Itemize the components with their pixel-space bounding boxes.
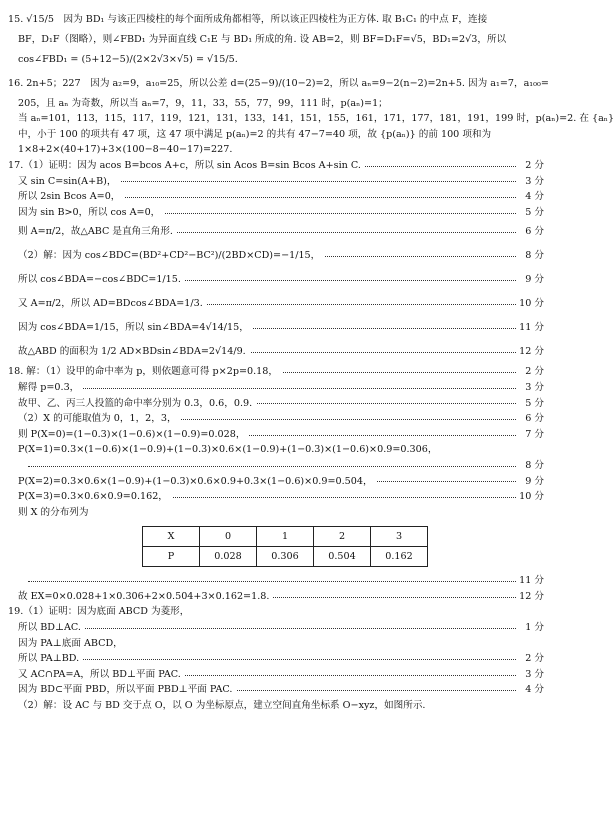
text-line [8, 364, 544, 380]
line-text: cos∠FBD₁ = (5+12−5)/(2×2√3×√5) = √15/5. [18, 53, 238, 65]
text-line [8, 189, 544, 205]
leader-dots [8, 659, 516, 660]
score-label: 12 分 [516, 340, 544, 364]
line-text: （2）X 的可能取值为 0，1，2，3， [8, 413, 181, 424]
score-label: 6 分 [522, 411, 544, 427]
text-line [8, 489, 544, 505]
leader-dots [8, 388, 516, 389]
text-line [8, 244, 544, 268]
line-text: P(X=2)=0.3×0.6×(1−0.9)+(1−0.3)×0.6×0.9+0.3×(1−0.6)×0.9=0.504， [8, 476, 377, 487]
solution-lines-part1 [8, 8, 614, 520]
score-label: 3 分 [522, 380, 544, 396]
line-text: 19.（1）证明：因为底面 ABCD 为菱形， [8, 606, 190, 618]
text-line [8, 667, 544, 683]
score-label: 8 分 [525, 459, 544, 471]
score-label: 4 分 [522, 189, 544, 205]
text-line [8, 127, 544, 143]
line-text: 解得 p=0.3， [8, 382, 83, 393]
text-line [8, 8, 544, 32]
score-label: 9 分 [522, 268, 544, 292]
text-line [8, 96, 544, 112]
text-line [8, 205, 544, 221]
table-cell: 0 [200, 527, 257, 547]
score-label: 2 分 [522, 364, 544, 380]
score-label: 10 分 [516, 489, 544, 505]
solution-lines-part2 [8, 573, 544, 713]
line-text: 205，且 aₙ 为奇数，所以当 aₙ=7，9，11，33，55，77，99，111 时，p(aₙ)=1； [18, 97, 388, 109]
score-label: 9 分 [522, 474, 544, 490]
text-line [8, 458, 544, 474]
text-line [8, 589, 544, 605]
line-text: 17.（1）证明：因为 acos B=bcos A+c，所以 sin Acos B=sin Bcos A+sin C. [8, 160, 365, 171]
table-cell: 1 [257, 527, 314, 547]
score-label: 6 分 [522, 220, 544, 244]
line-text: 所以 PA⊥BD. [8, 653, 83, 664]
line-text: 因为 PA⊥底面 ABCD， [18, 637, 123, 649]
text-line [8, 636, 544, 652]
line-text: 则 X 的分布列为 [18, 506, 89, 518]
line-text: 则 P(X=0)=(1−0.3)×(1−0.6)×(1−0.9)=0.028， [8, 429, 249, 440]
table-cell: 0.028 [200, 547, 257, 567]
text-line [8, 48, 544, 72]
text-line [8, 411, 544, 427]
table-cell: 2 [314, 527, 371, 547]
table-cell: X [143, 527, 200, 547]
table-cell: 0.504 [314, 547, 371, 567]
text-line [8, 651, 544, 667]
text-line [8, 620, 544, 636]
score-label: 3 分 [522, 174, 544, 190]
line-text: 所以 BD⊥AC. [8, 622, 85, 633]
score-label: 7 分 [522, 427, 544, 443]
text-line [8, 292, 544, 316]
line-text: 故△ABD 的面积为 1/2 AD×BDsin∠BDA=2√14/9. [8, 346, 250, 357]
text-line [8, 396, 544, 412]
text-line [8, 604, 544, 620]
line-text: 16. 2n+5；227 因为 a₂=9，a₁₀=25，所以公差 d=(25−9)/(10−2)=2，所以 aₙ=9−2(n−2)=2n+5. 因为 a₁=7，a₁₀₀= [8, 77, 549, 89]
line-text: 又 AC∩PA=A，所以 BD⊥平面 PAC. [8, 669, 185, 680]
leader-dots [28, 581, 516, 582]
text-line [8, 474, 544, 490]
table-cell: P [143, 547, 200, 567]
text-line [8, 158, 544, 174]
text-line [8, 111, 614, 127]
text-line [8, 698, 544, 714]
line-text: 中，小于 100 的项共有 47 项，这 47 项中满足 p(aₙ)=2 的共有 47−7=40 项，故 {p(aₙ)} 的前 100 项和为 [18, 128, 492, 140]
text-line [8, 142, 544, 158]
score-label: 5 分 [522, 205, 544, 221]
score-label: 12 分 [516, 589, 544, 605]
line-text: 18. 解：（1）设甲的命中率为 p，则依题意可得 p×2p=0.18， [8, 366, 282, 377]
text-line [8, 220, 544, 244]
text-line [8, 682, 544, 698]
text-line [8, 32, 544, 48]
text-line [8, 174, 544, 190]
score-label: 2 分 [522, 158, 544, 174]
line-text: 因为 sin B>0，所以 cos A=0， [8, 207, 164, 218]
score-label: 10 分 [516, 292, 544, 316]
text-line [8, 442, 544, 458]
line-text: P(X=1)=0.3×(1−0.6)×(1−0.9)+(1−0.3)×0.6×(1−0.9)+(1−0.3)×(1−0.6)×0.9=0.306， [18, 444, 438, 456]
score-label: 2 分 [522, 651, 544, 667]
text-line [8, 380, 544, 396]
line-text: 当 aₙ=101，113，115，117，119，121，131，133，141，151，155，161，171，177，181，191，199 时，p(aₙ)=2. 在 {aₙ} [18, 113, 614, 125]
text-line [8, 316, 544, 340]
line-text: 1×8+2×(40+17)+3×(100−8−40−17)=227. [18, 144, 233, 156]
score-label: 5 分 [522, 396, 544, 412]
line-text: 则 A=π/2，故△ABC 是直角三角形. [8, 226, 177, 237]
distribution-table [142, 526, 428, 567]
line-text: 15. √15/5 因为 BD₁ 与该正四棱柱的每个面所成角都相等，所以该正四棱柱为正方体. 取 B₁C₁ 的中点 F，连接 [8, 14, 488, 25]
table-cell: 0.306 [257, 547, 314, 567]
text-line [8, 573, 544, 589]
line-text: （2）解：设 AC 与 BD 交于点 O，以 O 为坐标原点，建立空间直角坐标系 O−xyz，如图所示. [18, 700, 426, 712]
table-header-row [143, 527, 428, 547]
line-text: 又 A=π/2，所以 AD=BDcos∠BDA=1/3. [8, 298, 207, 309]
score-label: 3 分 [522, 667, 544, 683]
line-text: BF，D₁F（图略），则∠FBD₁ 为异面直线 C₁E 与 BD₁ 所成的角. 设 AB=2，则 BF=D₁F=√5，BD₁=2√3，所以 [18, 34, 507, 45]
line-text: 所以 2sin Bcos A=0， [8, 191, 124, 202]
table-cell: 3 [371, 527, 428, 547]
line-text: 所以 cos∠BDA=−cos∠BDC=1/15. [8, 274, 185, 285]
score-label: 1 分 [522, 620, 544, 636]
line-text: 又 sin C=sin(A+B)， [8, 176, 121, 187]
text-line [8, 340, 544, 364]
score-label: 11 分 [519, 575, 544, 587]
score-label: 11 分 [516, 316, 544, 340]
table-cell: 0.162 [371, 547, 428, 567]
line-text: 故甲、乙、丙三人投篮的命中率分别为 0.3，0.6，0.9. [8, 398, 256, 409]
text-line [8, 505, 544, 521]
table-row [143, 547, 428, 567]
line-text: （2）解：因为 cos∠BDC=(BD²+CD²−BC²)/(2BD×CD)=−1/15， [8, 250, 324, 261]
text-line [8, 427, 544, 443]
line-text: 因为 cos∠BDA=1/15，所以 sin∠BDA=4√14/15， [8, 322, 253, 333]
text-line [8, 72, 549, 96]
score-label: 8 分 [522, 244, 544, 268]
line-text: 故 EX=0×0.028+1×0.306+2×0.504+3×0.162=1.8. [8, 591, 273, 602]
text-line [8, 268, 544, 292]
score-label: 4 分 [522, 682, 544, 698]
leader-dots [28, 466, 516, 467]
line-text: 因为 BD⊂平面 PBD，所以平面 PBD⊥平面 PAC. [8, 684, 236, 695]
line-text: P(X=3)=0.3×0.6×0.9=0.162， [8, 491, 172, 502]
